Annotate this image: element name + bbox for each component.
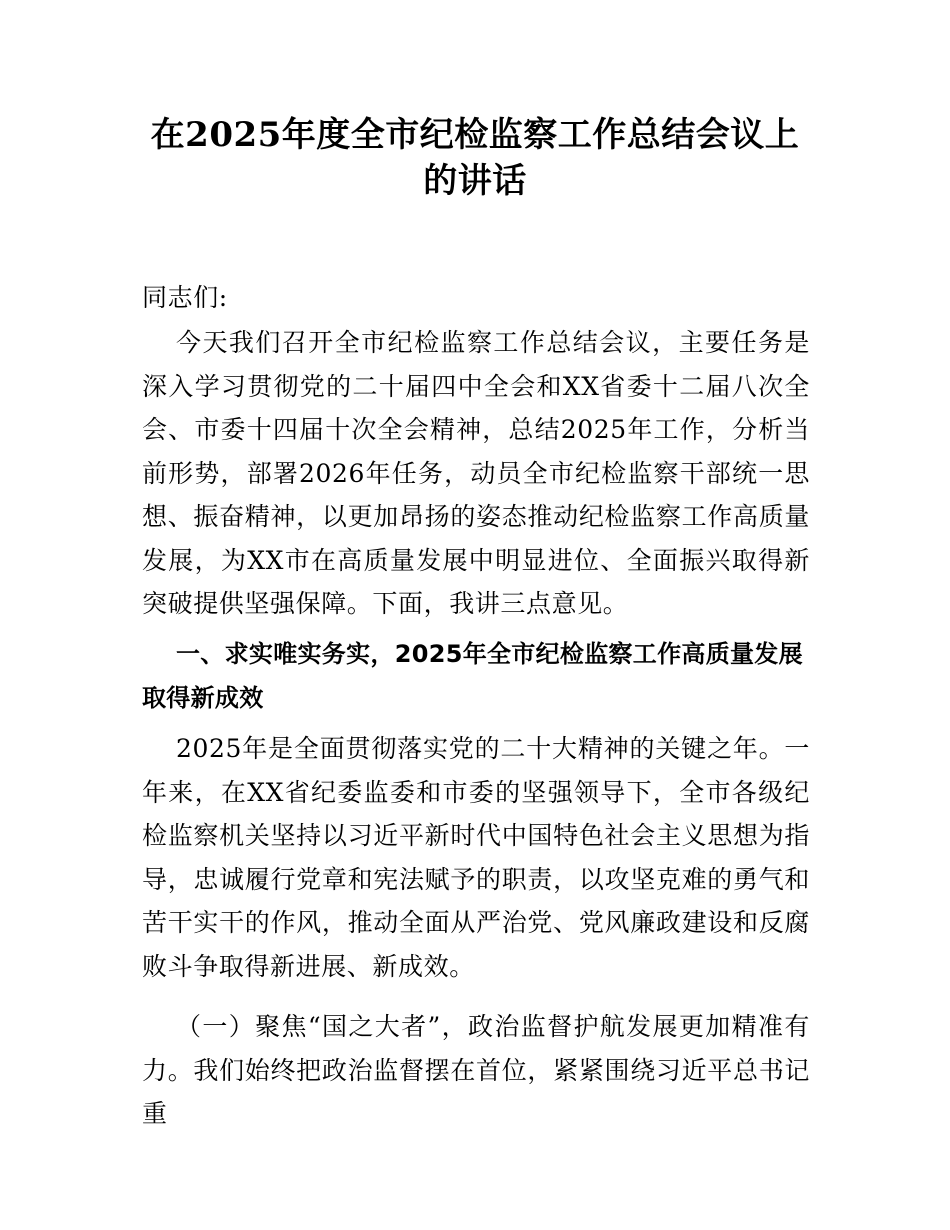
paragraph-subsection-1: （一）聚焦“国之大者”，政治监督护航发展更加精准有力。我们始终把政治监督摆在首位，紧紧围绕习近平总书记重 <box>142 1012 810 1128</box>
salutation: 同志们: <box>142 283 228 312</box>
paragraph-review: 2025年是全面贯彻落实党的二十大精神的关键之年。一年来，在XX省纪委监委和市委的坚强领导下，全市各级纪检监察机关坚持以习近平新时代中国特色社会主义思想为指导，忠诚履行党章和宪法赋予的职责，以攻坚克难的勇气和苦干实干的作风，推动全面从严治党、党风廉政建设和反腐败斗争取得新进展、新成效。 <box>142 734 810 981</box>
section-heading-1: 一、求实唯实务实，2025年全市纪检监察工作高质量发展取得新成效 <box>142 640 803 712</box>
document-title: 在2025年度全市纪检监察工作总结会议上的讲话 <box>150 115 800 201</box>
paragraph-intro: 今天我们召开全市纪检监察工作总结会议，主要任务是深入学习贯彻党的二十届四中全会和XX省委十二届八次全会、市委十四届十次全会精神，总结2025年工作，分析当前形势，部署2026年任务，动员全市纪检监察干部统一思想、振奋精神，以更加昂扬的姿态推动纪检监察工作高质量发展，为XX市在高质量发展中明显进位、全面振兴取得新突破提供坚强保障。下面，我讲三点意见。 <box>142 328 810 618</box>
